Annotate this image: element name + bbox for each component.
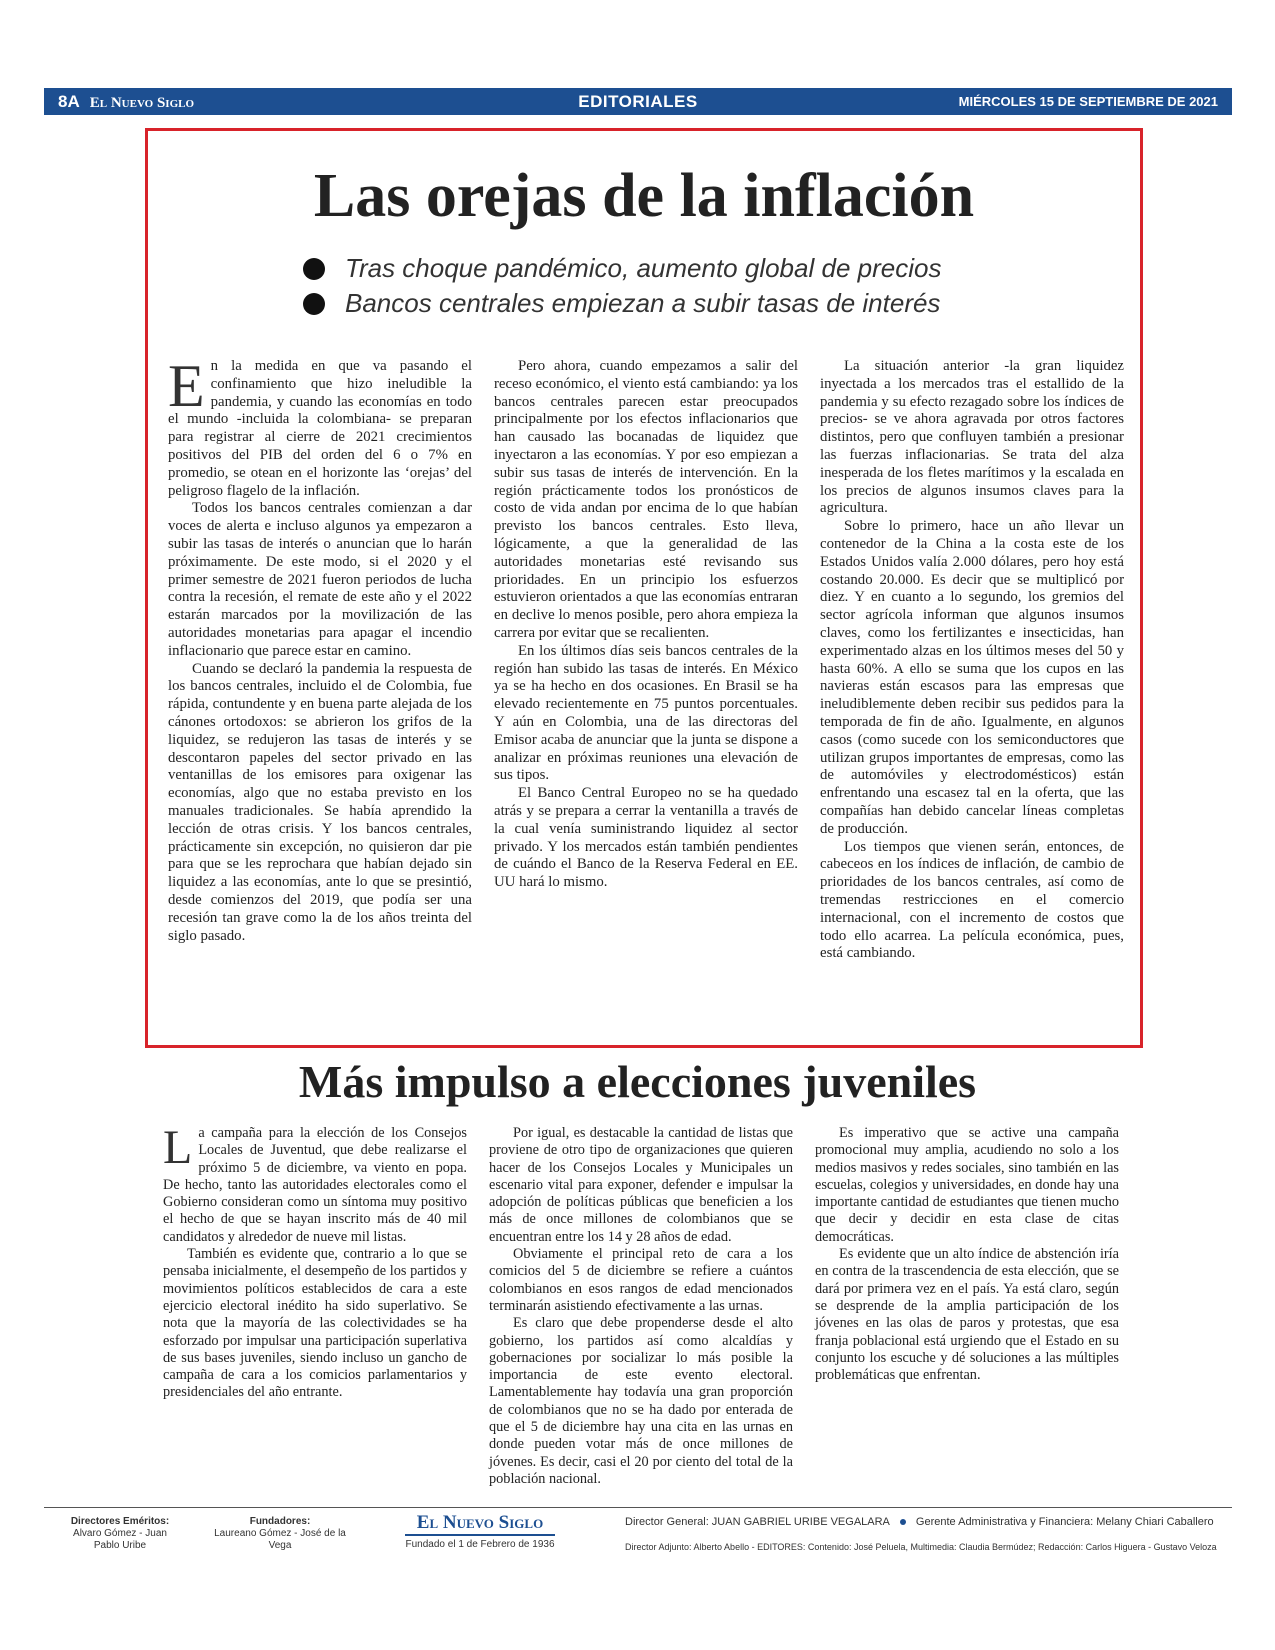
- paragraph: Los tiempos que vienen serán, entonces, de cabeceos en los índices de inflación, de cambio de prioridades de los bancos centrales, así como de tremendas restricciones en el comercio internacional, con el incremento de costos que todo ello acarrea. La película económica, pues, está cambiando.: [820, 838, 1124, 962]
- editorial-1-body: [168, 353, 1124, 1038]
- paragraph: Por igual, es destacable la cantidad de listas que proviene de otro tipo de organizaciones que quieren hacer de los Consejos Locales y Municipales un escenario vital para exponer, defender e impulsar la adopción de políticas públicas que beneficien a los más de once millones de colombianos que se encuentran entre los 14 y 28 años de edad.: [489, 1125, 793, 1245]
- editorial-1-column-1: [168, 353, 472, 1038]
- founders: [210, 1516, 350, 1552]
- logo-name: El Nuevo Siglo: [405, 1512, 555, 1536]
- paper-name: El Nuevo Siglo: [89, 94, 195, 111]
- staff-line-1: [625, 1516, 1217, 1528]
- paragraph: El Banco Central Europeo no se ha quedado atrás y se prepara a cerrar la ventanilla a través de la cual venía suministrando liquidez al sector privado. Y los mercados están también pendientes de cuándo el Banco de la Reserva Federal en EE. UU hará lo mismo.: [494, 785, 798, 891]
- footer-logo: [405, 1512, 555, 1550]
- dropcap: E: [168, 353, 205, 419]
- founders-names: Laureano Gómez - José de la Vega: [214, 1528, 346, 1551]
- founders-title: Fundadores:: [249, 1516, 311, 1527]
- editorial-1-subheads: [303, 251, 941, 321]
- editorial-2-column-3: [815, 1125, 1119, 1470]
- subhead-1: [303, 251, 941, 286]
- header-left: [58, 92, 194, 112]
- paragraph: Cuando se declaró la pandemia la respuesta de los bancos centrales, incluido el de Colombia, fue rápida, contundente y en buena parte alejada de los cánones ortodoxos: se abrieron los grifos de la liquidez, se redujeron las tasas de interés y se descontaron papeles del sector privado en las ventanillas de los emisores para oxigenar las economías, algo que no estaba previsto en los manuales tradicionales. Se había aprendido la lección de otras crisis. Y los bancos centrales, prácticamente sin excepción, no quisieron dar pie para que se les reprochara que habían dejado sin liquidez a las economías, ante lo que se presintió, desde comienzos del 2019, que podía ser una recesión tan grave como la de los años treinta del siglo pasado.: [168, 660, 472, 944]
- paragraph: Es claro que debe propenderse desde el alto gobierno, los partidos así como alcaldías y gobernaciones por socializar lo más posible la importancia de este evento electoral. Lamentablemente hay todavía una gran proporción de colombianos que no se ha dado por enterada de que el 5 de diciembre hay una cita en las urnas en donde pueden votar más de once millones de jóvenes. Es decir, casi el 20 por ciento del total de la población nacional.: [489, 1315, 793, 1487]
- bullet-icon: [303, 293, 325, 315]
- paragraph: También es evidente que, contrario a lo que se pensaba inicialmente, el desempeño de los partidos y movimientos políticos establecidos de cara a este ejercicio electoral inédito ha sido superlativo. Se nota que la mayoría de las colectividades se ha esforzado por impulsar una participación superlativa de sus bases juveniles, siendo incluso un gancho de campaña de cara a los comicios parlamentarios y presidenciales del año entrante.: [163, 1246, 467, 1401]
- paragraph-text: a campaña para la elección de los Consejos Locales de Juventud, que debe realizarse el próximo 5 de diciembre, va viento en popa. De hecho, tanto las autoridades electorales como el Gobierno consideran como un síntoma muy positivo el hecho de que se hayan inscrito más de 40 mil candidatos y alrededor de nueve mil listas.: [163, 1125, 467, 1245]
- editorial-1-column-3: [820, 358, 1124, 1038]
- paragraph: Sobre lo primero, hace un año llevar un contenedor de la China a la costa este de los Estados Unidos valía 2.000 dólares, pero hoy está costando 20.000. Es decir que se multiplicó por diez. Y en cuanto a lo segundo, los gremios del sector agrícola informan que algunos insumos claves, como los fertilizantes e insecticidas, han experimentado alzas en los últimos meses del 50 y hasta 60%. A ello se suma que los cupos en las navieras están escasos para las empresas que ineludiblemente deben recibir sus pedidos para la temporada de fin de año. Igualmente, en algunos casos (como sucede con los semiconductores que utilizan grupos importantes de empresas, como las de automóviles y electrodomésticos) están enfrentando una escasez tal en la oferta, que las compañías han debido cancelar líneas completas de producción.: [820, 518, 1124, 837]
- director-general: Director General: JUAN GABRIEL URIBE VEGALARA: [625, 1516, 890, 1528]
- staff-credits: [625, 1516, 1217, 1552]
- staff-line-2: Director Adjunto: Alberto Abello - EDITORES: Contenido: José Peluela, Multimedia: Claudia Bermúdez; Redacción: Carlos Higuera - Gustavo Veloza: [625, 1542, 1217, 1552]
- editorial-2-body: [163, 1121, 1119, 1487]
- emeritus-names: Alvaro Gómez - Juan Pablo Uribe: [73, 1528, 167, 1551]
- paragraph: Obviamente el principal reto de cara a los comicios del 5 de diciembre se refiere a cuántos colombianos en esos rangos de edad mencionados terminarán asistiendo efectivamente a las urnas.: [489, 1246, 793, 1314]
- paragraph-text: n la medida en que va pasando el confinamiento que hizo ineludible la pandemia, y cuando las economías en todo el mundo -incluida la colombiana- se preparan para registrar al cierre de 2021 crecimientos positivos del PIB del orden del 6 o 7% en promedio, se otean en el horizonte las ‘orejas’ del peligroso flagelo de la inflación.: [168, 358, 472, 499]
- editorial-2-title: Más impulso a elecciones juveniles: [298, 1056, 977, 1107]
- subhead-1-text: Tras choque pandémico, aumento global de precios: [345, 253, 942, 283]
- issue-date: MIÉRCOLES 15 DE SEPTIEMBRE DE 2021: [958, 94, 1218, 109]
- paragraph: [163, 1121, 467, 1246]
- masthead-footer: [0, 1512, 1275, 1572]
- paragraph: Todos los bancos centrales comienzan a dar voces de alerta e incluso algunos ya empezaron a subir las tasas de interés o anuncian que lo harán próximamente. De este modo, si el 2020 y el primer semestre de 2021 fueron periodos de lucha contra la recesión, el remate de este año y el 2022 estarán marcados por la movilización de las autoridades monetarias para apagar el incendio inflacionario que parece estar en camino.: [168, 500, 472, 659]
- paragraph: En los últimos días seis bancos centrales de la región han subido las tasas de interés. En México ya se ha hecho en dos ocasiones. En Brasil se ha elevado recientemente en 75 puntos porcentuales. Y aún en Colombia, una de las directoras del Emisor acaba de anunciar que la junta se dispone a analizar en próximas reuniones una elevación de sus tipos.: [494, 642, 798, 784]
- bullet-icon: [900, 1519, 906, 1525]
- paragraph: Pero ahora, cuando empezamos a salir del receso económico, el viento está cambiando: ya los bancos centrales parecen estar preocupados principalmente por los efectos inflacionarios que han causado las bocanadas de liquidez que inyectaron a las economías. Y por eso empiezan a subir sus tasas de interés de intervención. En la región prácticamente todos los pronósticos de costo de vida andan por encima de lo que habían previsto los bancos centrales. Esto lleva, lógicamente, a que la generalidad de las autoridades monetarias esté revisando sus prioridades. En un principio los esfuerzos estuvieron orientados a que las economías entraran en declive lo menos posible, pero ahora empieza la carrera por evitar que se recalienten.: [494, 358, 798, 641]
- gerente: Gerente Administrativa y Financiera: Melany Chiari Caballero: [915, 1516, 1214, 1528]
- subhead-2: [303, 286, 941, 321]
- emeritus-directors: [60, 1516, 180, 1552]
- section-name: EDITORIALES: [578, 91, 698, 111]
- editorial-2-column-2: [489, 1125, 793, 1487]
- emeritus-title: Directores Eméritos:: [70, 1516, 170, 1527]
- footer-divider: [44, 1507, 1232, 1508]
- paragraph: La situación anterior -la gran liquidez inyectada a los mercados tras el estallido de la pandemia y su efecto rezagado sobre los índices de precios- se ve ahora agravada por otros factores distintos, pero que confluyen también a presionar las fuerzas inflacionarias. Se trata del alza inesperada de los fletes marítimos y la escalada en los precios de algunos insumos claves para la agricultura.: [820, 358, 1124, 517]
- editorial-2-column-1: [163, 1121, 467, 1470]
- editorial-1-column-2: [494, 358, 798, 1038]
- paragraph: Es imperativo que se active una campaña promocional muy amplia, acudiendo no solo a los medios masivos y redes sociales, sino también en las escuelas, colegios y universidades, en donde hay una importante cantidad de estudiantes que tienen mucho que decir y decidir en esta clase de citas democráticas.: [815, 1125, 1119, 1245]
- paragraph: [168, 353, 472, 500]
- editorial-inflation: [145, 128, 1143, 1048]
- dropcap: L: [163, 1121, 193, 1174]
- logo-founded: Fundado el 1 de Febrero de 1936: [405, 1539, 555, 1550]
- page-header: [44, 88, 1232, 115]
- editorial-1-title: Las orejas de la inflación: [313, 162, 975, 230]
- page-number: 8A: [58, 91, 80, 111]
- paragraph: Es evidente que un alto índice de abstención iría en contra de la trascendencia de esta elección, que se dará por primera vez en el país. Ya está claro, según se desprende de la amplia participación de los jóvenes en las olas de paros y protestas, que esa franja poblacional está urgiendo que el Estado en su conjunto los escuche y dé soluciones a las múltiples problemáticas que enfrentan.: [815, 1246, 1119, 1384]
- bullet-icon: [303, 258, 325, 280]
- subhead-2-text: Bancos centrales empiezan a subir tasas de interés: [345, 288, 941, 318]
